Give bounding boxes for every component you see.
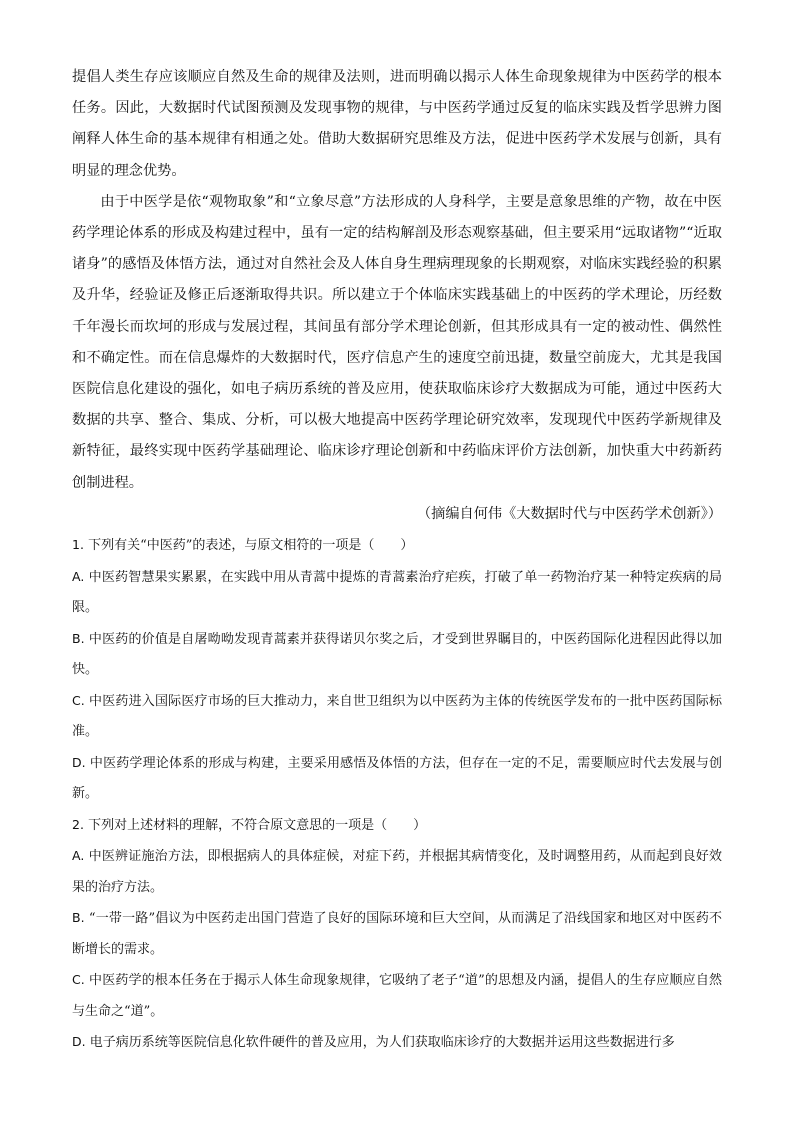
question-number: 2.	[72, 816, 84, 832]
option-label: A.	[72, 568, 85, 584]
option-text: “一带一路”倡议为中医药走出国门营造了良好的国际环境和巨大空间，从而满足了沿线国家和地区对中医药不断增长的需求。	[72, 911, 722, 957]
option-label: B.	[72, 910, 85, 926]
option-d	[72, 748, 722, 810]
document-page	[72, 62, 722, 1059]
option-c	[72, 965, 722, 1027]
question-1	[72, 530, 722, 810]
option-text: 中医药进入国际医疗市场的巨大推动力，来自世卫组织为以中医药为主体的传统医学发布的一批中医药国际标准。	[72, 693, 722, 740]
option-label: D.	[72, 1034, 86, 1050]
option-text: 中医药智慧果实累累，在实践中用从青蒿中提炼的青蒿素治疗疟疾，打破了单一药物治疗某一种特定疾病的局限。	[72, 569, 722, 616]
question-stem	[72, 810, 722, 842]
option-label: A.	[72, 848, 85, 864]
option-b	[72, 624, 722, 686]
option-label: B.	[72, 630, 85, 646]
option-a	[72, 562, 722, 624]
question-2	[72, 810, 722, 1059]
option-c	[72, 686, 722, 748]
question-stem	[72, 530, 722, 562]
question-text: 下列有关“中医药”的表述，与原文相符的一项是（ ）	[88, 538, 414, 554]
option-label: D.	[72, 754, 86, 770]
option-b	[72, 903, 722, 965]
option-text: 中医药的价值是自屠呦呦发现青蒿素并获得诺贝尔奖之后，才受到世界瞩目的，中医药国际化进程因此得以加快。	[72, 631, 722, 678]
question-text: 下列对上述材料的理解，不符合原文意思的一项是（ ）	[88, 817, 427, 833]
option-text: 中医药学的根本任务在于揭示人体生命现象规律，它吸纳了老子“道”的思想及内涵，提倡人的生存应顺应自然与生命之“道”。	[72, 973, 723, 1019]
passage-paragraph-1: 提倡人类生存应该顺应自然及生命的规律及法则，进而明确以揭示人体生命现象规律为中医药学的根本任务。因此，大数据时代试图预测及发现事物的规律，与中医药学通过反复的临床实践及哲学思辨力图阐释人体生命的基本规律有相通之处。借助大数据研究思维及方法，促进中医药学术发展与创新，具有明显的理念优势。	[72, 69, 722, 179]
option-text: 电子病历系统等医院信息化软件硬件的普及应用，为人们获取临床诊疗的大数据并运用这些数据进行多	[89, 1035, 675, 1051]
option-text: 中医辨证施治方法，即根据病人的具体症候，对症下药，并根据其病情变化，及时调整用药，从而起到良好效果的治疗方法。	[72, 849, 722, 895]
option-a	[72, 841, 722, 903]
passage-source: （摘编自何伟《大数据时代与中医药学术创新》）	[416, 505, 722, 522]
option-text: 中医药学理论体系的形成与构建，主要采用感悟及体悟的方法，但存在一定的不足，需要顺应时代去发展与创新。	[72, 755, 722, 802]
passage-paragraph-2: 由于中医学是依“观物取象”和“立象尽意”方法形成的人身科学，主要是意象思维的产物，故在中医药学理论体系的形成及构建过程中，虽有一定的结构解剖及形态观察基础，但主要采用“远取诸物”“近取诸身”的感悟及体悟方法，通过对自然社会及人体自身生理病理现象的长期观察，对临床实践经验的积累及升华，经验证及修正后逐渐取得共识。所以建立于个体临床实践基础上的中医药的学术理论，历经数千年漫长而坎坷的形成与发展过程，其间虽有部分学术理论创新，但其形成具有一定的被动性、偶然性和不确定性。而在信息爆炸的大数据时代，医疗信息产生的速度空前迅捷，数量空前庞大，尤其是我国医院信息化建设的强化，如电子病历系统的普及应用，使获取临床诊疗大数据成为可能，通过中医药大数据的共享、整合、集成、分析，可以极大地提高中医药学理论研究效率，发现现代中医药学新规律及新特征，最终实现中医药学基础理论、临床诊疗理论创新和中药临床评价方法创新，加快重大中药新药创制进程。	[72, 193, 722, 491]
option-label: C.	[72, 692, 85, 708]
question-number: 1.	[72, 537, 84, 553]
option-label: C.	[72, 972, 85, 988]
option-d	[72, 1027, 722, 1059]
